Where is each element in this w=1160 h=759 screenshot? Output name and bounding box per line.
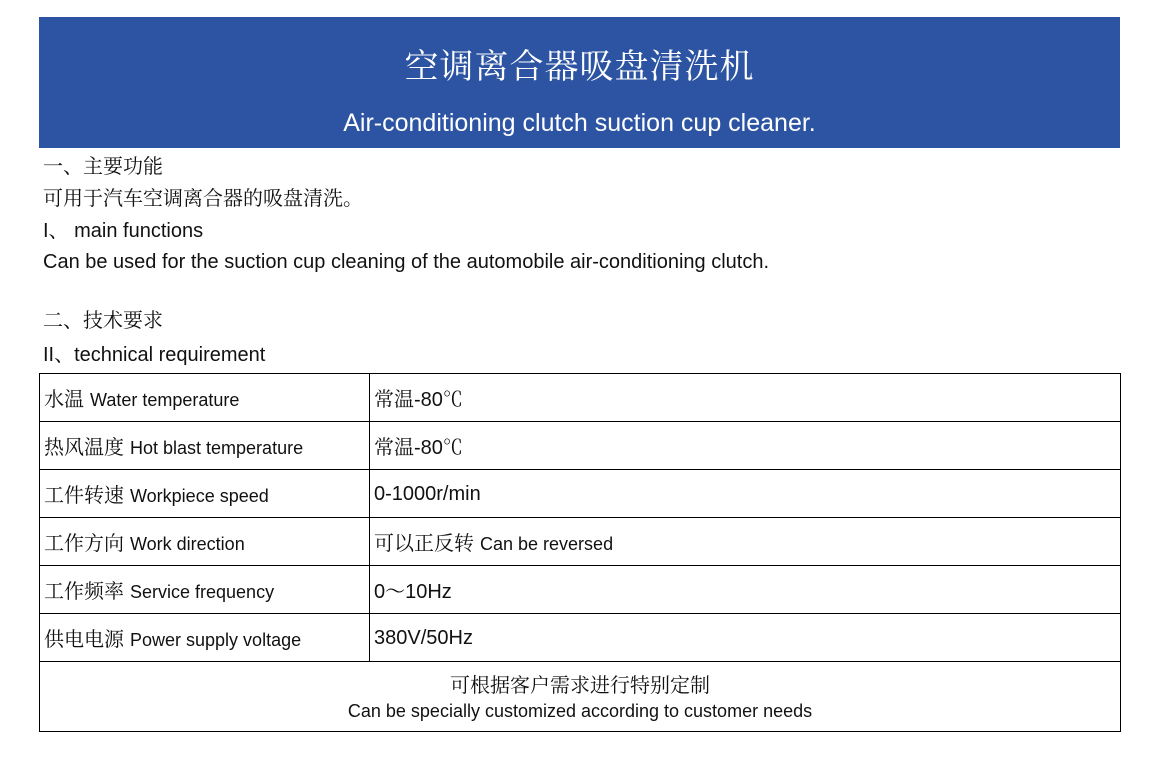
spec-label-en: Water temperature (90, 390, 240, 410)
spec-value-cell (370, 374, 1121, 422)
spec-label-en: Workpiece speed (130, 486, 269, 506)
spec-label-cell (40, 422, 370, 470)
spec-label-cn: 水温 (44, 387, 84, 411)
spec-label-cn: 工件转速 (44, 483, 124, 507)
table-row (40, 374, 1121, 422)
table-row (40, 566, 1121, 614)
spec-label-en: Hot blast temperature (130, 438, 304, 458)
table-row (40, 422, 1121, 470)
spec-label-cn: 工作频率 (44, 579, 124, 603)
title-banner (39, 17, 1120, 148)
spec-value-cell (370, 614, 1121, 662)
page-title-en: Air-conditioning clutch suction cup cleaner. (343, 109, 816, 137)
note-cn: 可根据客户需求进行特别定制 (450, 672, 710, 697)
spec-table (39, 373, 1121, 732)
spec-label-cell (40, 470, 370, 518)
spec-value: 常温-80℃ (374, 389, 463, 411)
spec-label-cn: 热风温度 (44, 435, 124, 459)
page-title-cn: 空调离合器吸盘清洗机 (404, 47, 755, 87)
spec-label-en: Service frequency (130, 582, 275, 602)
section1-heading-cn: 一、主要功能 (43, 154, 163, 178)
spec-label-cn: 供电电源 (44, 627, 124, 651)
spec-value: 0～10Hz (374, 581, 452, 603)
spec-label-en: Work direction (130, 534, 245, 554)
spec-label-cn: 工作方向 (44, 531, 124, 555)
table-row (40, 470, 1121, 518)
customization-note (40, 662, 1121, 732)
spec-value-cell (370, 566, 1121, 614)
spec-value-cell (370, 470, 1121, 518)
table-row (40, 614, 1121, 662)
spec-value-cell (370, 422, 1121, 470)
spec-value: Can be reversed (480, 534, 614, 554)
spec-value: 380V/50Hz (374, 627, 473, 649)
spec-label-en: Power supply voltage (130, 630, 302, 650)
section2-heading-cn: 二、技术要求 (43, 308, 163, 332)
table-row (40, 518, 1121, 566)
spec-label-cell (40, 614, 370, 662)
section1-text-en: Can be used for the suction cup cleaning of the automobile air-conditioning clutch. (43, 251, 770, 273)
note-row (40, 662, 1121, 732)
section1-text-cn: 可用于汽车空调离合器的吸盘清洗。 (43, 186, 363, 210)
spec-value-cell (370, 518, 1121, 566)
spec-label-cell (40, 566, 370, 614)
spec-value: 常温-80℃ (374, 437, 463, 459)
section2-heading-en: II、technical requirement (43, 344, 266, 366)
spec-label-cell (40, 374, 370, 422)
section1-heading-en: I、 main functions (43, 220, 204, 242)
note-en: Can be specially customized according to customer needs (347, 700, 813, 721)
spec-value: 0-1000r/min (374, 483, 481, 505)
spec-value-cn: 可以正反转 (374, 531, 474, 555)
spec-label-cell (40, 518, 370, 566)
